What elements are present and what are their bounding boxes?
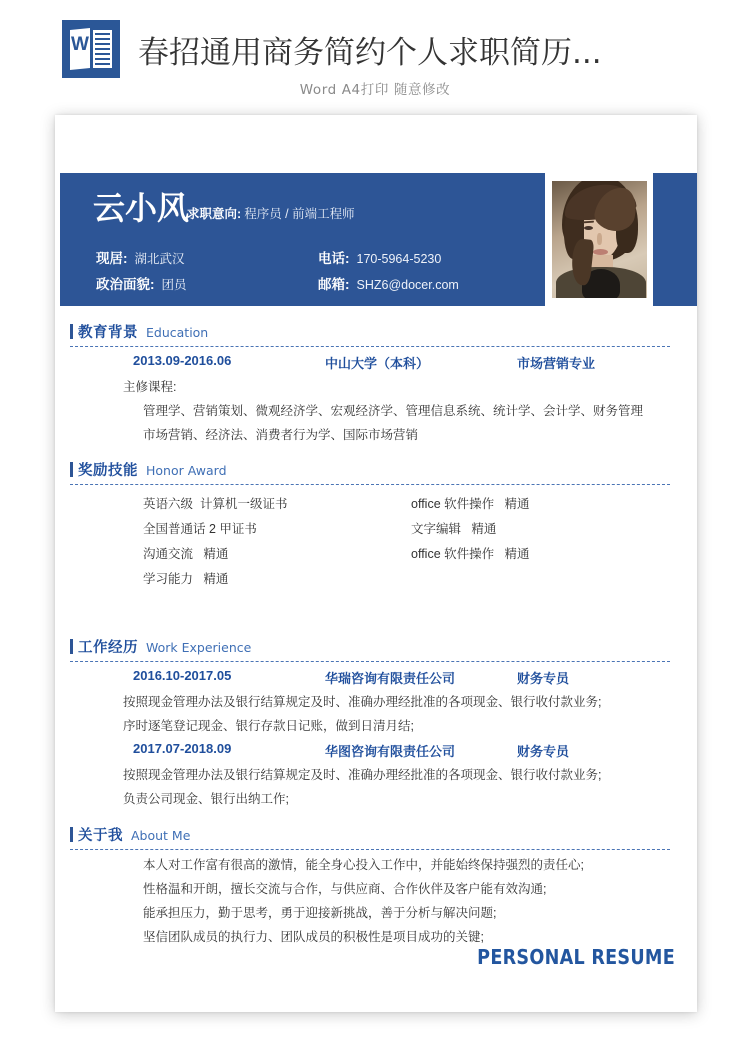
job-objective bbox=[187, 204, 355, 225]
info-row-phone bbox=[318, 247, 441, 267]
courses-line: 市场营销、经济法、消费者行为学、国际市场营销 bbox=[143, 428, 419, 442]
heading-accent-mark bbox=[70, 639, 73, 654]
job-objective-label: 求职意向: bbox=[187, 207, 242, 221]
info-row-email bbox=[318, 273, 459, 293]
about-line: 本人对工作富有很高的激情，能全身心投入工作中，并能始终保持强烈的责任心; bbox=[143, 858, 584, 872]
education-date: 2013.09-2016.06 bbox=[133, 353, 232, 368]
product-header bbox=[0, 0, 750, 108]
education-school: 中山大学（本科） bbox=[325, 356, 430, 371]
skill-item: 学习能力 精通 bbox=[143, 572, 229, 586]
word-icon-letter: W bbox=[71, 34, 89, 55]
word-icon-lines bbox=[93, 30, 112, 68]
phone-value: 170-5964-5230 bbox=[356, 252, 442, 266]
party-label: 政治面貌: bbox=[96, 277, 155, 292]
info-row-city bbox=[96, 247, 185, 267]
about-heading bbox=[78, 824, 697, 848]
work-role: 财务专员 bbox=[517, 671, 570, 686]
heading-accent-mark bbox=[70, 827, 73, 842]
education-divider bbox=[70, 346, 670, 347]
heading-accent-mark bbox=[70, 462, 73, 477]
document-title: 春招通用商务简约个人求职简历... bbox=[138, 34, 602, 71]
work-duty: 序时逐笔登记现金、银行存款日记账，做到日清月结; bbox=[123, 719, 414, 733]
email-value: SHZ6@docer.com bbox=[356, 278, 459, 292]
name-and-objective bbox=[93, 191, 355, 225]
footer-brand: PERSONAL RESUME bbox=[477, 945, 675, 969]
email-label: 邮箱: bbox=[318, 277, 350, 292]
city-value: 湖北武汉 bbox=[134, 252, 185, 266]
heading-accent-mark bbox=[70, 324, 73, 339]
city-label: 现居: bbox=[96, 251, 128, 266]
work-divider bbox=[70, 661, 670, 662]
document-subtitle: Word A4打印 随意修改 bbox=[299, 82, 451, 98]
resume-page bbox=[55, 115, 697, 1012]
work-entry-row bbox=[133, 668, 697, 687]
courses-label: 主修课程: bbox=[123, 380, 177, 394]
skill-item: 英语六级 计算机一级证书 bbox=[143, 497, 288, 511]
education-title-en: Education bbox=[146, 325, 209, 340]
courses-line: 管理学、营销策划、微观经济学、宏观经济学、管理信息系统、统计学、会计学、财务管理 bbox=[143, 404, 644, 418]
section-honor-award bbox=[55, 459, 697, 592]
education-title-cn: 教育背景 bbox=[78, 325, 138, 341]
honor-title-en: Honor Award bbox=[146, 463, 227, 478]
info-row-party bbox=[96, 273, 187, 293]
resume-header-banner bbox=[60, 173, 697, 306]
about-title-cn: 关于我 bbox=[78, 828, 123, 844]
about-line: 坚信团队成员的执行力、团队成员的积极性是项目成功的关键; bbox=[143, 930, 484, 944]
skill-item: office 软件操作 精通 bbox=[411, 497, 530, 511]
work-duty: 按照现金管理办法及银行结算规定及时、准确办理经批准的各项现金、银行收付款业务; bbox=[123, 695, 602, 709]
skill-item: 文字编辑 精通 bbox=[411, 522, 497, 536]
education-major: 市场营销专业 bbox=[517, 356, 596, 371]
skills-column-left bbox=[143, 492, 411, 592]
party-value: 团员 bbox=[161, 278, 187, 292]
honor-title-cn: 奖励技能 bbox=[78, 463, 138, 479]
word-icon bbox=[62, 20, 120, 78]
about-line: 性格温和开朗，擅长交流与合作，与供应商、合作伙伴及客户能有效沟通; bbox=[143, 882, 547, 896]
education-entry-row bbox=[133, 353, 697, 372]
job-objective-value: 程序员 / 前端工程师 bbox=[244, 207, 355, 221]
work-duty: 按照现金管理办法及银行结算规定及时、准确办理经批准的各项现金、银行收付款业务; bbox=[123, 768, 602, 782]
skills-grid bbox=[143, 492, 697, 592]
about-title-en: About Me bbox=[131, 828, 191, 843]
education-heading bbox=[78, 321, 697, 345]
work-date: 2017.07-2018.09 bbox=[133, 741, 232, 756]
honor-divider bbox=[70, 484, 670, 485]
about-line: 能承担压力，勤于思考，勇于迎接新挑战，善于分析与解决问题; bbox=[143, 906, 497, 920]
about-divider bbox=[70, 849, 670, 850]
banner-right-block bbox=[653, 173, 697, 306]
honor-heading bbox=[78, 459, 697, 483]
section-education bbox=[55, 321, 697, 444]
section-work-experience bbox=[55, 636, 697, 808]
work-company: 华瑞咨询有限责任公司 bbox=[325, 671, 456, 686]
phone-label: 电话: bbox=[318, 251, 350, 266]
profile-photo bbox=[552, 181, 647, 298]
header-title-row bbox=[62, 20, 602, 78]
work-company: 华图咨询有限责任公司 bbox=[325, 744, 456, 759]
person-name: 云小风 bbox=[93, 189, 190, 227]
section-about-me bbox=[55, 824, 697, 946]
work-title-cn: 工作经历 bbox=[78, 640, 138, 656]
work-role: 财务专员 bbox=[517, 744, 570, 759]
work-duty: 负责公司现金、银行出纳工作; bbox=[123, 792, 289, 806]
skill-item: 沟通交流 精通 bbox=[143, 547, 229, 561]
work-title-en: Work Experience bbox=[146, 640, 252, 655]
work-entry-row bbox=[133, 741, 697, 760]
work-heading bbox=[78, 636, 697, 660]
skill-item: office 软件操作 精通 bbox=[411, 547, 530, 561]
skill-item: 全国普通话 2 甲证书 bbox=[143, 522, 257, 536]
skills-column-right bbox=[411, 492, 679, 592]
work-date: 2016.10-2017.05 bbox=[133, 668, 232, 683]
